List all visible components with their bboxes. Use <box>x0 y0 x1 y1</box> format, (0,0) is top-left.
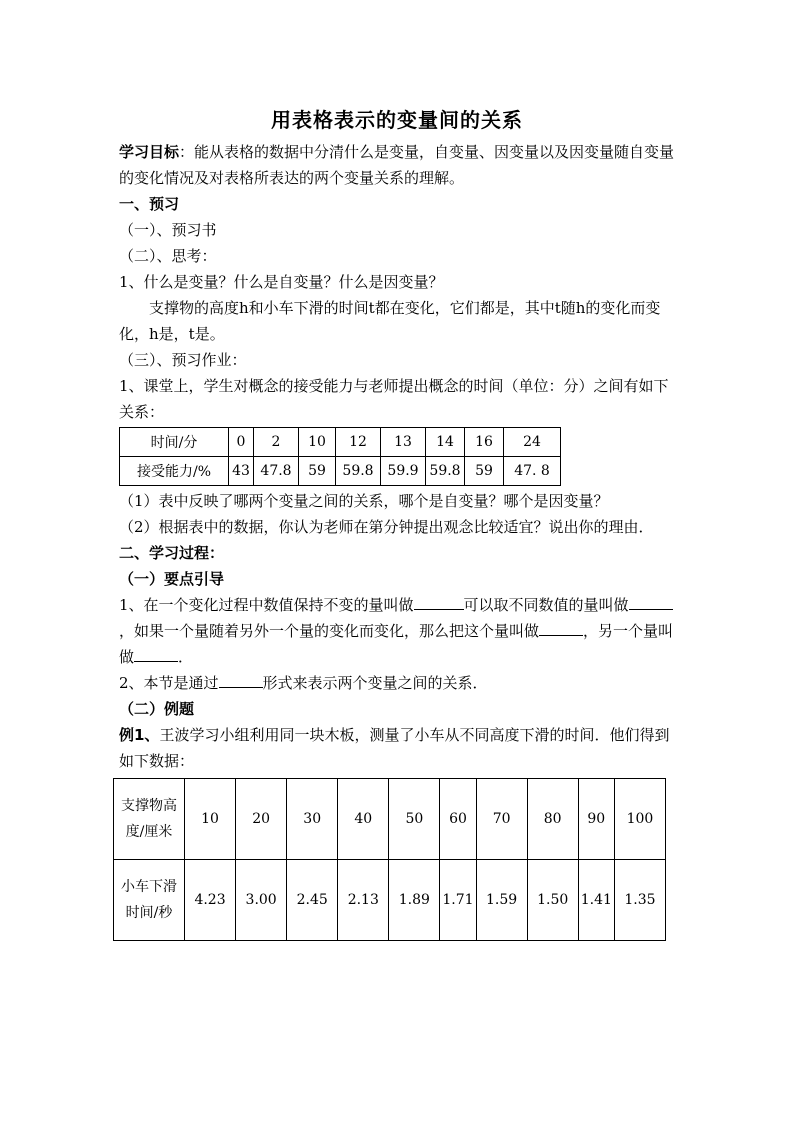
homework-question-1: （1）表中反映了哪两个变量之间的关系，哪个是自变量？哪个是因变量？ <box>119 492 609 510</box>
point-1-text-c: ，如果一个量随着另外一个量的变化而变化，那么把这个量叫做 <box>119 622 540 640</box>
fill-blank[interactable] <box>219 671 263 688</box>
table-cell: 1.35 <box>614 860 665 941</box>
table-row <box>120 457 561 486</box>
table-header-cell: 接受能力/% <box>120 457 229 486</box>
table-cell: 80 <box>527 779 578 860</box>
homework-question-2: （2）根据表中的数据，你认为老师在第分钟提出观念比较适宜？说出你的理由． <box>119 518 654 536</box>
point-1-text-a: 1、在一个变化过程中数值保持不变的量叫做 <box>119 596 414 614</box>
section-2-heading: 二、学习过程： <box>119 544 225 562</box>
table-cell: 59.8 <box>426 457 465 486</box>
table-cell: 59 <box>299 457 336 486</box>
page-title: 用表格表示的变量间的关系 <box>271 108 523 132</box>
table-cell: 1.89 <box>389 860 440 941</box>
table-row <box>114 860 666 941</box>
table-cell: 90 <box>578 779 614 860</box>
table-cell: 50 <box>389 779 440 860</box>
table-cell: 70 <box>476 779 527 860</box>
point-2-text-a: 2、本节是通过 <box>119 674 219 692</box>
attention-table <box>119 427 561 486</box>
learning-goal <box>119 139 675 191</box>
point-1-text-e: ． <box>178 648 194 666</box>
table-cell: 60 <box>440 779 476 860</box>
table-header-cell: 支撑物高度/厘米 <box>114 779 185 860</box>
fill-blank[interactable] <box>629 593 673 610</box>
table-cell: 0 <box>229 428 254 457</box>
table-cell: 14 <box>426 428 465 457</box>
table-cell: 1.50 <box>527 860 578 941</box>
goal-label: 学习目标 <box>119 143 180 161</box>
point-2-text-b: 形式来表示两个变量之间的关系． <box>262 674 488 692</box>
table-cell: 4.23 <box>185 860 236 941</box>
document-page <box>119 98 675 941</box>
table-cell: 20 <box>236 779 287 860</box>
table-cell: 2 <box>254 428 299 457</box>
table-cell: 3.00 <box>236 860 287 941</box>
table-cell: 100 <box>614 779 665 860</box>
point-2 <box>119 670 675 696</box>
question-1: 1、什么是变量？什么是自变量？什么是因变量？ <box>119 273 444 291</box>
fill-blank[interactable] <box>539 619 583 636</box>
table-cell: 13 <box>381 428 426 457</box>
table-cell: 47.8 <box>254 457 299 486</box>
table-cell: 43 <box>229 457 254 486</box>
point-1-text-d: ，另一个量叫做 <box>119 622 674 666</box>
fill-blank[interactable] <box>134 645 178 662</box>
fill-blank[interactable] <box>414 593 464 610</box>
table-cell: 10 <box>185 779 236 860</box>
section-1-heading: 一、预习 <box>119 195 180 213</box>
table-header-cell: 小车下滑时间/秒 <box>114 860 185 941</box>
example-1-label: 例1、 <box>119 726 160 744</box>
sub-heading-points: （一）要点引导 <box>119 570 225 588</box>
table-cell: 47. 8 <box>504 457 561 486</box>
table-cell: 2.45 <box>287 860 338 941</box>
point-1-text-b: 可以取不同数值的量叫做 <box>463 596 629 614</box>
table-cell: 16 <box>465 428 504 457</box>
table-cell: 24 <box>504 428 561 457</box>
sub-heading-1: （一）、预习书 <box>119 221 217 239</box>
table-cell: 59.9 <box>381 457 426 486</box>
example-1-text: 王波学习小组利用同一块木板，测量了小车从不同高度下滑的时间．他们得到如下数据： <box>119 726 670 770</box>
table-cell: 1.41 <box>578 860 614 941</box>
table-cell: 30 <box>287 779 338 860</box>
homework-1: 1、课堂上，学生对概念的接受能力与老师提出概念的时间（单位：分）之间有如下关系： <box>119 377 669 421</box>
sub-heading-2: （二）、思考： <box>119 247 217 265</box>
table-cell: 1.71 <box>440 860 476 941</box>
table-cell: 59.8 <box>336 457 381 486</box>
question-1-text: 支撑物的高度h和小车下滑的时间t都在变化，它们都是，其中t随h的变化而变化，h是，t是。 <box>119 299 661 343</box>
table-header-cell: 时间/分 <box>120 428 229 457</box>
table-cell: 40 <box>338 779 389 860</box>
sub-heading-3: （三）、预习作业： <box>119 351 247 369</box>
table-cell: 2.13 <box>338 860 389 941</box>
example-1 <box>119 722 675 774</box>
table-cell: 1.59 <box>476 860 527 941</box>
table-row <box>120 428 561 457</box>
table-cell: 59 <box>465 457 504 486</box>
sub-heading-examples: （二）例题 <box>119 700 195 718</box>
goal-text: ：能从表格的数据中分清什么是变量，自变量、因变量以及因变量随自变量的变化情况及对表格所表达的两个变量关系的理解。 <box>119 143 675 187</box>
table-cell: 12 <box>336 428 381 457</box>
slope-time-table <box>113 778 666 941</box>
point-1 <box>119 592 675 670</box>
table-cell: 10 <box>299 428 336 457</box>
table-row <box>114 779 666 860</box>
